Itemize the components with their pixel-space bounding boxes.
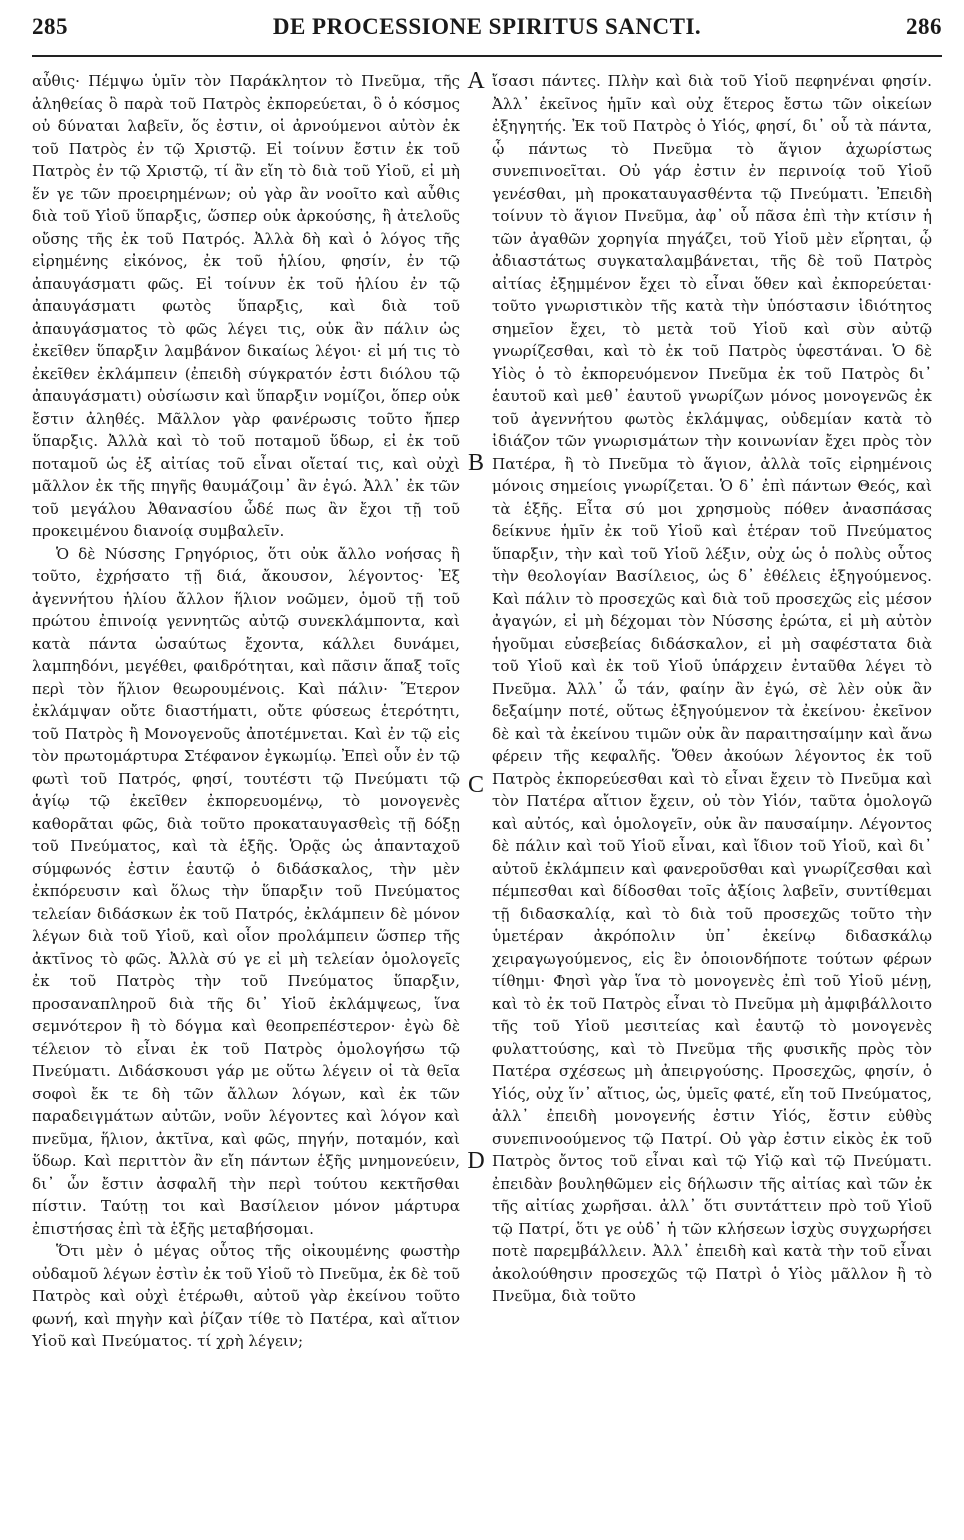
page-number-right: 286 (906, 14, 942, 39)
header-rule (32, 55, 942, 57)
left-paragraph-2: Ὁ δὲ Νύσσης Γρηγόριος, ὅτι οὐκ ἄλλο νοήσας ἢ τοῦτο, ἐχρήσατο τῇ διά, ἄκουσον, λέγοντος· Ἐξ ἀγεννήτου ἡλίου ἄλλον ἥλιον νοῶμεν, ὁμοῦ τῇ τοῦ πρώτου ἐπινοίᾳ γεννητῶς αὐτῷ συνεκλάμποντα, καὶ κατὰ πάντα ὡσαύτως ἔχοντα, κάλλει δυνάμει, λαμπηδόνι, μεγέθει, φαιδρότηται, καὶ πᾶσιν ἅπαξ τοῖς περὶ τὸν ἥλιον θεωρουμένοις. Καὶ πάλιν· Ἕτερον ἐκλάμψαν οὔτε διαστήματι, οὔτε φύσεως ἑτερότητι, τοῦ Πατρὸς ἢ Μονογενοῦς ἀποτέμνεται. Καὶ ἐν τῷ εἰς τὸν πρωτομάρτυρα Στέφανον ἐγκωμίῳ. Ἐπεὶ οὖν ἐν τῷ φωτὶ τοῦ Πατρός, φησί, τουτέστι τῷ Πνεύματι τῷ ἁγίῳ τῷ ἐκεῖθεν ἐκπορευομένῳ, τὸ μονογενὲς καθορᾶται φῶς, διὰ τοῦτο προκαταυγασθεὶς τῇ δόξῃ τοῦ Πνεύματος, καὶ τὰ ἑξῆς. Ὁρᾷς ὡς ἁπανταχοῦ σύμφωνός ἐστιν ἑαυτῷ ὁ διδάσκαλος, τὴν μὲν ἐκπόρευσιν καὶ ὅλως τὴν ὕπαρξιν τοῦ Πνεύματος τελείαν διδάσκων ἐκ τοῦ Πατρός, ἐκλάμπειν δὲ μόνον λέγων διὰ τοῦ Υἱοῦ, καὶ οἷον προλάμπειν ὥσπερ τῆς ἀκτῖνος τὸ φῶς. Ἀλλὰ σύ γε εἰ μὴ τελείαν ὁμολογεῖς ἐκ τοῦ Πατρὸς τὴν τοῦ Πνεύματος ὕπαρξιν, προσαναπληροῦ διὰ τῆς δι᾽ Υἱοῦ ἐκλάμψεως, ἵνα σεμνότερον ἢ τὸ δόγμα καὶ θεοπρεπέστερον· ἐγὼ δὲ τέλειον τὸ εἶναι ἐκ τοῦ Πατρὸς ὁμολογήσω τῷ Πνεύματι. Διδάσκουσι γάρ με οὕτω λέγειν οἱ τὰ θεῖα σοφοὶ ἔκ τε δὴ τῶν ἄλλων λόγων, καὶ ἐκ τῶν παραδειγμάτων αὐτῶν, νοῦν λέγοντες καὶ λόγον καὶ πνεῦμα, ἥλιον, ἀκτῖνα, καὶ φῶς, πηγήν, ποταμόν, καὶ ὕδωρ. Καὶ περιττὸν ἂν εἴη πάντων ἑξῆς μνημονεύειν, δι᾽ ὧν ἔστιν ἀσφαλῆ τὴν περὶ τούτου κεκτῆσθαι πίστιν. Ταύτῃ τοι καὶ Βασίλειον μόνον μάρτυρα ἐπιστήσας ἐπὶ τὰ ἑξῆς μεταβήσομαι. (32, 544, 460, 1238)
right-column (492, 70, 932, 1308)
left-paragraph-1: αὖθις· Πέμψω ὑμῖν τὸν Παράκλητον τὸ Πνεῦμα, τῆς ἀληθείας ὃ παρὰ τοῦ Πατρὸς ἐκπορεύεται, ὃ ὁ κόσμος οὐ δύναται λαβεῖν, ὅς ἐστιν, οἱ ἀρνούμενοι αὐτὸν ἐκ τοῦ Πατρὸς ἐν τῷ Χριστῷ. Εἰ τοίνυν ἔστιν ἐκ τοῦ Πατρὸς ἐν τῷ Χριστῷ, τί ἂν εἴη τὸ διὰ τοῦ Υἱοῦ, εἰ μὴ ἕν γε τῶν προειρημένων; οὐ γὰρ ἂν νοοῖτο καὶ αὖθις διὰ τοῦ Υἱοῦ ὕπαρξις, ὥσπερ οὐκ ἀρκούσης, ἢ ἀτελοῦς οὔσης τῆς ἐκ τοῦ Πατρός. Ἀλλὰ δὴ καὶ ὁ λόγος τῆς εἰρημένης εἰκόνος, ἐκ τοῦ ἡλίου, φησίν, ἐν τῷ ἀπαυγάσματι φῶς. Εἰ τοίνυν ἐκ τοῦ ἡλίου ἐν τῷ ἀπαυγάσματι φωτὸς ὕπαρξις, καὶ διὰ τοῦ ἀπαυγάσματος τὸ φῶς λέγει τις, οὐκ ἂν πάλιν ὡς ἐκεῖθεν ὕπαρξιν λαμβάνον δικαίως λέγοι· εἰ μή τις τὸ ἐκεῖθεν ἐκλάμπειν (ἐπειδὴ σύγκρατόν ἐστι διόλου τῷ ἀπαυγάσματι) οὐσίωσιν καὶ ὕπαρξιν νομίζοι, ὅπερ οὐκ ἔστιν ἀληθές. Μᾶλλον γὰρ φανέρωσις τοῦτο ἤπερ ὕπαρξις. Ἀλλὰ καὶ τὸ τοῦ ποταμοῦ ὕδωρ, εἰ ἐκ τοῦ ποταμοῦ ὡς ἐξ αἰτίας τοῦ εἶναι οἴεταί τις, καὶ οὐχὶ μᾶλλον ἐκ τῆς πηγῆς θαυμάζοιμ᾽ ἂν ἐγώ. Ἀλλ᾽ ἐκ τῶν τοῦ μεγάλου Ἀθανασίου ὧδέ πως ἂν ἔχοι τῇ τοῦ προκειμένου διανοίᾳ συμβαλεῖν. (32, 72, 460, 540)
left-column (32, 70, 460, 1353)
running-header (32, 8, 942, 48)
right-paragraph-1: ἴσασι πάντες. Πλὴν καὶ διὰ τοῦ Υἱοῦ πεφηνέναι φησίν. Ἀλλ᾽ ἐκεῖνος ἡμῖν καὶ οὐχ ἕτερος ἔστω τῶν οἰκείων ἐξηγητής. Ἐκ τοῦ Πατρὸς ὁ Υἱός, φησί, δι᾽ οὗ τὰ πάντα, ᾧ πάντως τὸ Πνεῦμα τὸ ἅγιον ἀχωρίστως συνεπινοεῖται. Οὐ γάρ ἐστιν ἐν περινοίᾳ τοῦ Υἱοῦ γενέσθαι, μὴ προκαταυγασθέντα τῷ Πνεύματι. Ἐπειδὴ τοίνυν τὸ ἅγιον Πνεῦμα, ἀφ᾽ οὗ πᾶσα ἐπὶ τὴν κτίσιν ἡ τῶν ἀγαθῶν χορηγία πηγάζει, τοῦ Υἱοῦ μὲν εἴρηται, ᾧ ἀδιαστάτως συγκαταλαμβάνεται, τῆς δὲ τοῦ Πατρὸς αἰτίας ἐξημμένον ἔχει τὸ εἶναι ὅθεν καὶ ἐκπορεύεται· τοῦτο γνωριστικὸν τῆς κατὰ τὴν ὑπόστασιν ἰδιότητος σημεῖον ἔχει, τὸ μετὰ τοῦ Υἱοῦ καὶ σὺν αὐτῷ γνωρίζεσθαι, καὶ τὸ ἐκ τοῦ Πατρὸς ὑφεστάναι. Ὁ δὲ Υἱὸς ὁ τὸ ἐκπορευόμενον Πνεῦμα ἐκ τοῦ Πατρὸς δι᾽ ἑαυτοῦ καὶ μεθ᾽ ἑαυτοῦ γνωρίζων μόνος μονογενῶς ἐκ τοῦ ἀγεννήτου φωτὸς ἐκλάμψας, οὐδεμίαν κατὰ τὸ ἰδιάζον τῶν γνωρισμάτων τὴν κοινωνίαν ἔχει πρὸς τὸν Πατέρα, ἢ τὸ Πνεῦμα τὸ ἅγιον, ἀλλὰ τοῖς εἰρημένοις μόνοις σημείοις γνωρίζεται. Ὁ δ᾽ ἐπὶ πάντων Θεός, καὶ τὰ ἑξῆς. Εἶτα σύ μοι χρησμοὺς πόθεν ἀνασπάσας δείκνυε ἡμῖν ἐκ τοῦ Υἱοῦ καὶ ἑτέραν τοῦ Πνεύματος ὕπαρξιν, τὴν καὶ τοῦ Υἱοῦ λέξιν, οὐχ ὡς ὁ πολὺς οὗτος τὴν θεολογίαν Βασίλειος, ὡς δ᾽ ἐθέλεις ἐξηγούμενος. Καὶ πάλιν τὸ προσεχῶς καὶ διὰ τοῦ προσεχῶς εἰς μέσον ἀγαγών, εἰ μὴ δέχομαι τὸν Νύσσης ἐρώτα, εἰ μὴ αὐτὸν ἡγοῦμαι εὐσεβείας διδάσκαλον, εἰ μὴ σαφέστατα διὰ τοῦ Υἱοῦ καὶ ἐκ τοῦ Υἱοῦ ὑπάρχειν ἐνταῦθα λέγει τὸ Πνεῦμα. Ἀλλ᾽ ὦ τάν, φαίην ἂν ἐγώ, σὲ λὲν οὐκ ἂν δεξαίμην ποτέ, οὕτως ἐξηγούμενον τὰ ἐκείνου· ἐκεῖνον δὲ καὶ τὰ ἐκείνου τιμῶν οὐκ ἂν παραιτησαίμην καὶ ἄνω φέρειν τῆς κεφαλῆς. Ὅθεν ἀκούων λέγοντος ἐκ τοῦ Πατρὸς ἐκπορεύεσθαι καὶ τὸ εἶναι ἔχειν τὸ Πνεῦμα καὶ τὸν Πατέρα αἴτιον ἔχειν, οὐ τὸν Υἱόν, ταῦτα ὁμολογῶ καὶ αὐτός, καὶ ὁμολογεῖν, οὐκ ἂν παυσαίμην. Λέγοντος δὲ πάλιν καὶ τοῦ Υἱοῦ εἶναι, καὶ ἴδιον τοῦ Υἱοῦ, καὶ δι᾽ αὐτοῦ ἐκλάμπειν καὶ φανεροῦσθαι καὶ γνωρίζεσθαι καὶ πέμπεσθαι καὶ δίδοσθαι τοῖς ἀξίοις λαβεῖν, συντίθεμαι τῇ διδασκαλίᾳ, καὶ τὸ διὰ τοῦ προσεχῶς τοῦτο τὴν ὑμετέραν ἀκρόπολιν ὑπ᾽ ἐκείνῳ διδασκάλῳ χειραγωγούμενος, εἰς ἓν ὁποιονδήποτε τούτων φέρων τίθημι· Φησὶ γὰρ ἵνα τὸ μονογενὲς ἐπὶ τοῦ Υἱοῦ μένῃ, καὶ τὸ ἐκ τοῦ Πατρὸς εἶναι τὸ Πνεῦμα μὴ ἀμφιβάλλοιτο τῆς τοῦ Υἱοῦ μεσιτείας καὶ ἑαυτῷ τὸ μονογενὲς φυλαττούσης, καὶ τὸ Πνεῦμα τῆς φυσικῆς πρὸς τὸν Πατέρα σχέσεως μὴ ἀπειργούσης. Προσεχῶς, φησίν, ὁ Υἱός, οὐχ ἵν᾽ αἴτιος, ὡς, ὑμεῖς φατέ, εἴη τοῦ Πνεύματος, ἀλλ᾽ ἐπειδὴ μονογενής ἐστιν Υἱός, ἔστιν εὐθὺς συνεπινοούμενος τῷ Πατρί. Οὐ γὰρ ἐστιν εἰκὸς ἐκ τοῦ Πατρὸς ὄντος τοῦ εἶναι καὶ τῷ Υἱῷ καὶ τῷ Πνεύματι. ἐπειδὰν βουληθῶμεν εἰς δήλωσιν τῆς αἰτίας καὶ τῶν ἐκ τῆς αἰτίας χωρῆσαι. ἀλλ᾽ ὅτι συντάττειν πρὸ τοῦ Υἱοῦ τῷ Πατρί, ὅτι γε οὐδ᾽ ἡ τῶν κλήσεων ἰσχὺς συγχωρήσει ποτὲ παρεμβάλλειν. Ἀλλ᾽ ἐπειδὴ καὶ κατὰ τὴν τοῦ εἶναι ἀκολούθησιν προσεχῶς τῷ Πατρὶ ὁ Υἱὸς μᾶλλον ἢ τὸ Πνεῦμα, διὰ τοῦτο (492, 72, 932, 1305)
section-marker-c: C (467, 772, 484, 798)
left-paragraph-3: Ὅτι μὲν ὁ μέγας οὗτος τῆς οἰκουμένης φωστὴρ οὐδαμοῦ λέγων ἐστὶν ἐκ τοῦ Υἱοῦ τὸ Πνεῦμα, ἐκ δὲ τοῦ Πατρὸς καὶ οὐχὶ ἑτέρωθι, αὐτοῦ γὰρ ἐκείνου τοῦτο φωνή, καὶ πηγὴν καὶ ῥίζαν τίθε τὸ Πατέρα, καὶ αἴτιον Υἱοῦ καὶ Πνεύματος. τί χρὴ λέγειν; (32, 1242, 460, 1350)
section-marker-d: D (467, 1148, 485, 1174)
section-marker-a: A (467, 68, 485, 94)
section-marker-b: B (467, 450, 484, 476)
running-title: DE PROCESSIONE SPIRITUS SANCTI. (272, 14, 702, 39)
page-number-left: 285 (32, 14, 68, 39)
